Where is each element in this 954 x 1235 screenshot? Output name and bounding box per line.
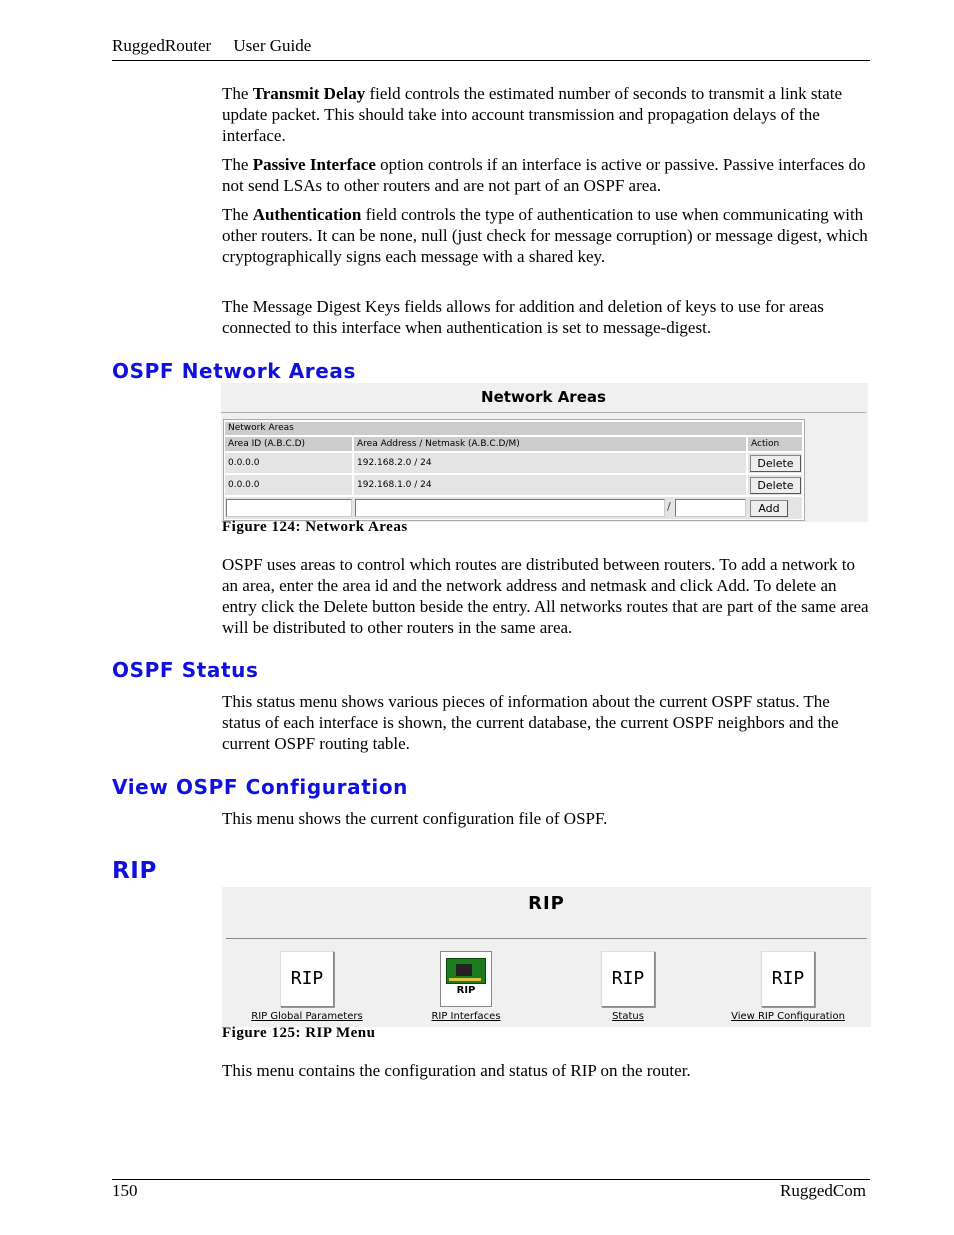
- view-rip-configuration-link[interactable]: View RIP Configuration: [731, 1011, 845, 1022]
- rip-icon[interactable]: RIP: [761, 951, 815, 1007]
- network-areas-screenshot: [221, 383, 868, 522]
- header-rule: [112, 60, 870, 61]
- netmask-input[interactable]: [675, 499, 746, 517]
- column-action: Action: [748, 437, 802, 451]
- page-header: [112, 36, 870, 56]
- heading-ospf-network-areas: OSPF Network Areas: [112, 359, 357, 383]
- delete-button[interactable]: Delete: [750, 455, 801, 472]
- heading-ospf-status: OSPF Status: [112, 658, 259, 682]
- rip-menu-screenshot: [222, 887, 871, 1027]
- column-area-id: Area ID (A.B.C.D): [225, 437, 352, 451]
- heading-view-ospf-configuration: View OSPF Configuration: [112, 775, 408, 799]
- paragraph-message-digest: The Message Digest Keys fields allows for addition and deletion of keys to use for areas connected to this interface when authentication is set to message-digest.: [222, 297, 824, 337]
- footer-company: RuggedCom: [780, 1181, 866, 1200]
- paragraph-passive-interface: The Passive Interface option controls if an interface is active or passive. Passive interfaces do not send LSAs to other routers and are not part of an OSPF area.: [222, 155, 866, 195]
- paragraph-ospf-status: This status menu shows various pieces of information about the current OSPF status. The status of each interface is shown, the current database, the current OSPF neighbors and the current OSPF routing table.: [222, 692, 839, 753]
- rip-menu-item-view-configuration[interactable]: [724, 951, 852, 1022]
- header-doc: User Guide: [233, 36, 312, 55]
- network-areas-title: Network Areas: [481, 388, 606, 406]
- rip-menu-item-global-parameters[interactable]: [246, 951, 368, 1022]
- add-button[interactable]: Add: [750, 500, 788, 517]
- page-number: 150: [112, 1181, 138, 1200]
- area-address-input[interactable]: [355, 499, 665, 517]
- rip-menu-item-status[interactable]: [596, 951, 660, 1022]
- network-card-icon[interactable]: RIP: [440, 951, 492, 1007]
- address-separator: /: [667, 500, 671, 513]
- table-cell-area-id: 0.0.0.0: [225, 475, 352, 495]
- rip-menu-title: RIP: [528, 893, 565, 914]
- header-product: RuggedRouter: [112, 36, 212, 55]
- area-id-input[interactable]: [226, 499, 352, 517]
- column-area-address: Area Address / Netmask (A.B.C.D/M): [354, 437, 746, 451]
- rip-icon[interactable]: RIP: [601, 951, 655, 1007]
- network-areas-table: [223, 419, 805, 521]
- figure-124-caption: Figure 124: Network Areas: [222, 519, 408, 535]
- rip-status-link[interactable]: Status: [612, 1011, 644, 1022]
- delete-button[interactable]: Delete: [750, 477, 801, 494]
- footer-rule: [112, 1179, 870, 1180]
- paragraph-view-ospf-configuration: This menu shows the current configuration file of OSPF.: [222, 809, 608, 828]
- paragraph-network-areas: OSPF uses areas to control which routes are distributed between routers. To add a network to an area, enter the area id and the network address and netmask and click Add. To delete an entry click the Delete button beside the entry. All networks routes that are part of the same area will be distributed to other routers in the same area.: [222, 555, 869, 637]
- paragraph-transmit-delay: The Transmit Delay field controls the estimated number of seconds to transmit a link state update packet. This should take into account transmission and propagation delays of the interface.: [222, 84, 843, 145]
- paragraph-rip: This menu contains the configuration and status of RIP on the router.: [222, 1061, 691, 1080]
- rip-global-parameters-link[interactable]: RIP Global Parameters: [251, 1011, 363, 1022]
- rip-menu-item-interfaces[interactable]: [419, 951, 513, 1022]
- table-cell-address: 192.168.1.0 / 24: [354, 475, 746, 495]
- rip-icon[interactable]: RIP: [280, 951, 334, 1007]
- table-cell-area-id: 0.0.0.0: [225, 453, 352, 473]
- paragraph-authentication: The Authentication field controls the type of authentication to use when communicating with other routers. It can be none, null (just check for message corruption) or message digest, which cryptographically signs each message with a shared key.: [222, 205, 868, 266]
- heading-rip: RIP: [112, 858, 157, 884]
- table-cell-address: 192.168.2.0 / 24: [354, 453, 746, 473]
- rip-interfaces-link[interactable]: RIP Interfaces: [431, 1011, 501, 1022]
- figure-125-caption: Figure 125: RIP Menu: [222, 1025, 376, 1041]
- table-title: Network Areas: [225, 422, 802, 435]
